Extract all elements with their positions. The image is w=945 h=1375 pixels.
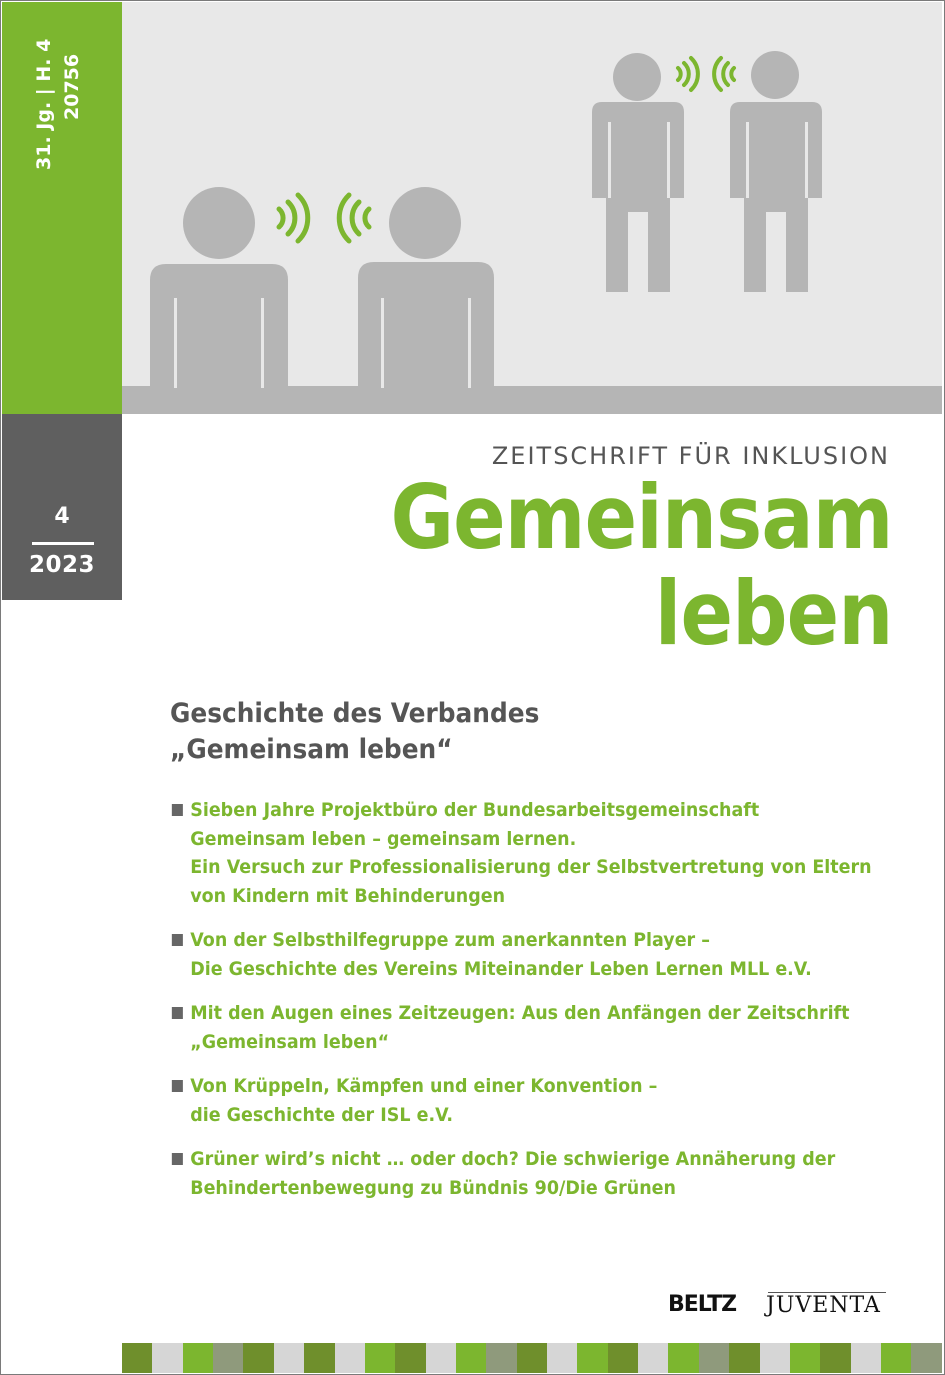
article-line: Ein Versuch zur Professionalisierung der Selbstvertretung von Eltern — [190, 856, 872, 878]
theme-line-2: „Gemeinsam leben“ — [170, 734, 453, 765]
stripe-segment — [395, 1343, 425, 1373]
article-line: Grüner wird’s nicht … oder doch? Die schwierige Annäherung der — [190, 1148, 836, 1170]
article-item — [170, 926, 917, 983]
article-line: Sieben Jahre Projektbüro der Bundesarbeitsgemeinschaft — [190, 799, 760, 821]
article-item — [170, 1072, 917, 1129]
stripe-segment — [820, 1343, 850, 1373]
stripe-segment — [213, 1343, 243, 1373]
journal-title — [390, 466, 893, 665]
issue-theme — [170, 696, 539, 768]
stripe-segment — [486, 1343, 516, 1373]
issue-number: 4 — [54, 504, 70, 529]
stripe-segment — [881, 1343, 911, 1373]
article-line: Die Geschichte des Vereins Miteinander Leben Lernen MLL e.V. — [190, 957, 812, 980]
sound-waves-right-icon — [339, 195, 369, 241]
article-line: „Gemeinsam leben“ — [190, 1030, 390, 1053]
issue-year: 2023 — [28, 552, 95, 578]
article-line: von Kindern mit Behinderungen — [190, 884, 506, 907]
bullet-square-icon — [172, 1153, 183, 1165]
stripe-segment — [456, 1343, 486, 1373]
stripe-segment — [243, 1343, 273, 1373]
issue-block — [2, 414, 122, 600]
stripe-segment — [729, 1343, 759, 1373]
stripe-segment — [365, 1343, 395, 1373]
volume-info — [28, 32, 108, 172]
bullet-square-icon — [172, 934, 183, 946]
stripe-segment — [517, 1343, 547, 1373]
journal-subtitle: ZEITSCHRIFT FÜR INKLUSION — [491, 442, 890, 470]
stripe-segment — [274, 1343, 304, 1373]
volume-line: 31. Jg. | H. 4 — [33, 38, 55, 170]
publisher-logo — [668, 1288, 888, 1324]
seated-person-right-icon — [358, 187, 494, 388]
title-line-1: Gemeinsam — [390, 466, 893, 569]
stripe-segment — [335, 1343, 365, 1373]
article-list — [170, 796, 930, 1218]
sound-waves-left-icon — [279, 195, 308, 241]
stripe-segment — [183, 1343, 213, 1373]
standing-person-left-icon — [592, 53, 684, 292]
stripe-segment — [426, 1343, 456, 1373]
stripe-segment — [790, 1343, 820, 1373]
sound-waves-upper-left-icon — [678, 58, 698, 90]
table-shape — [122, 386, 942, 414]
issue-divider — [32, 542, 94, 545]
article-line: die Geschichte der ISL e.V. — [190, 1103, 454, 1126]
stripe-segment — [638, 1343, 668, 1373]
standing-person-right-icon — [730, 51, 822, 292]
stripe-segment — [152, 1343, 182, 1373]
bullet-square-icon — [172, 1007, 183, 1019]
bullet-square-icon — [172, 1080, 183, 1092]
stripe-segment — [668, 1343, 698, 1373]
stripe-segment — [760, 1343, 790, 1373]
publisher-name-juventa: JUVENTA — [766, 1293, 881, 1318]
article-line: Von der Selbsthilfegruppe zum anerkannten Player – — [190, 929, 711, 951]
stripe-segment — [911, 1343, 941, 1373]
stripe-segment — [304, 1343, 334, 1373]
stripe-segment — [122, 1343, 152, 1373]
sound-waves-upper-right-icon — [714, 58, 734, 90]
color-stripe — [122, 1343, 942, 1373]
stripe-segment — [577, 1343, 607, 1373]
stripe-segment — [547, 1343, 577, 1373]
article-line: Mit den Augen eines Zeitzeugen: Aus den Anfängen der Zeitschrift — [190, 1002, 850, 1024]
title-line-2: leben — [655, 562, 893, 665]
publisher-name-beltz: BELTZ — [668, 1292, 737, 1317]
article-line: Gemeinsam leben – gemeinsam lernen. — [190, 827, 577, 850]
volume-sidebar — [2, 2, 122, 414]
stripe-segment — [851, 1343, 881, 1373]
article-line: Behindertenbewegung zu Bündnis 90/Die Grünen — [190, 1176, 676, 1199]
bullet-square-icon — [172, 804, 183, 816]
article-line: Von Krüppeln, Kämpfen und einer Konvention – — [190, 1075, 658, 1097]
issn-number: 20756 — [61, 53, 83, 120]
seated-person-left-icon — [150, 187, 288, 388]
stripe-segment — [608, 1343, 638, 1373]
theme-line-1: Geschichte des Verbandes — [170, 698, 540, 729]
article-item — [170, 999, 917, 1056]
cover-illustration — [122, 2, 942, 414]
stripe-segment — [699, 1343, 729, 1373]
article-item — [170, 796, 917, 910]
article-item — [170, 1145, 917, 1202]
